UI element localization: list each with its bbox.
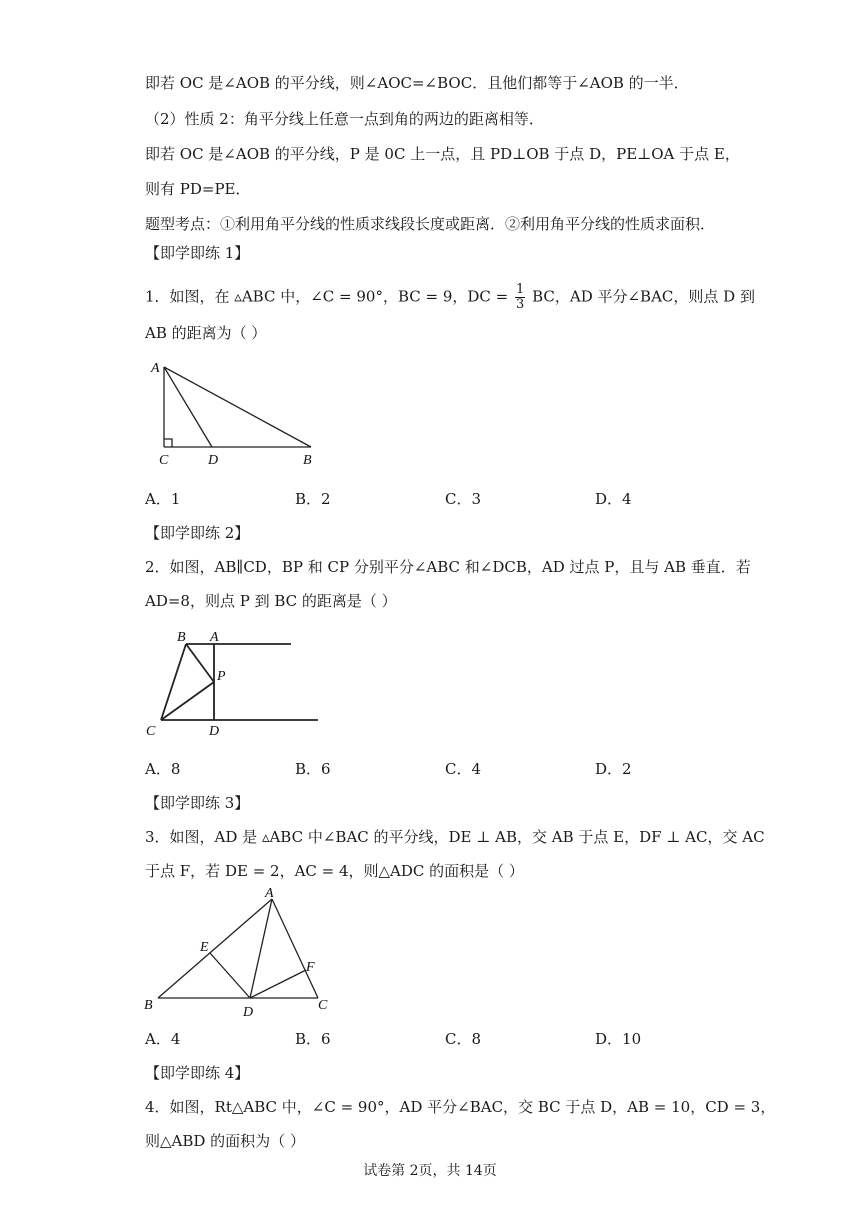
q1-header: 【即学即练 1】: [145, 244, 250, 262]
q4-header: 【即学即练 4】: [145, 1064, 250, 1082]
q2-option-b[interactable]: B．6: [295, 760, 331, 778]
fraction-denominator: 3: [516, 297, 525, 312]
q2-option-c[interactable]: C．4: [445, 760, 482, 778]
intro-line-5: 题型考点：①利用角平分线的性质求线段长度或距离．②利用角平分线的性质求面积．: [145, 215, 716, 233]
q1-option-d[interactable]: D．4: [595, 490, 632, 508]
q2-option-a[interactable]: A．8: [145, 760, 181, 778]
q2-line-2: AD=8，则点 P 到 BC 的距离是（ ）: [145, 592, 397, 610]
q3-options: [145, 1028, 765, 1050]
q1-label-c: C: [159, 453, 169, 468]
q2-option-d[interactable]: D．2: [595, 760, 632, 778]
q2-line-1: 2．如图，AB∥CD，BP 和 CP 分别平分∠ABC 和∠DCB，AD 过点 P，且与 AB 垂直．若: [145, 558, 751, 576]
q1-option-a[interactable]: A．1: [145, 490, 181, 508]
q1-line-1b: BC，AD 平分∠BAC，则点 D 到: [532, 287, 755, 306]
q3-label-e: E: [200, 940, 209, 955]
q2-options: [145, 758, 765, 780]
q2-header: 【即学即练 2】: [145, 524, 250, 542]
intro-line-4: 则有 PD=PE．: [145, 180, 251, 198]
q3-label-f: F: [306, 960, 315, 975]
q2-label-a: A: [210, 630, 219, 645]
q1-label-a: A: [151, 361, 160, 376]
q2-label-c: C: [146, 724, 156, 739]
q1-options: [145, 488, 765, 510]
fraction-numerator: 1: [516, 282, 525, 297]
page-footer: 试卷第 2页，共 14页: [363, 1163, 497, 1179]
q3-header: 【即学即练 3】: [145, 794, 250, 812]
intro-line-3: 即若 OC 是∠AOB 的平分线，P 是 0C 上一点，且 PD⊥OB 于点 D，PE⊥OA 于点 E，: [145, 145, 740, 163]
q1-option-b[interactable]: B．2: [295, 490, 331, 508]
q3-label-b: B: [144, 998, 153, 1013]
q4-line-1: 4．如图，Rt△ABC 中，∠C = 90°，AD 平分∠BAC，交 BC 于点 D，AB = 10，CD = 3，: [145, 1098, 776, 1116]
q3-option-c[interactable]: C．8: [445, 1030, 482, 1048]
q1-line-1a: 1．如图，在 ▵ABC 中，∠C = 90°，BC = 9，DC =: [145, 287, 509, 306]
q4-line-2: 则△ABD 的面积为（ ）: [145, 1132, 305, 1150]
intro-line-2: （2）性质 2：角平分线上任意一点到角的两边的距离相等．: [145, 110, 544, 128]
intro-line-1: 即若 OC 是∠AOB 的平分线，则∠AOC=∠BOC．且他们都等于∠AOB 的一半．: [145, 74, 689, 92]
q3-triangle-figure: [140, 885, 345, 1020]
q3-label-d: D: [243, 1005, 254, 1020]
q3-line-1: 3．如图，AD 是 ▵ABC 中∠BAC 的平分线，DE ⊥ AB，交 AB 于点 E，DF ⊥ AC，交 AC: [145, 828, 765, 846]
q3-label-c: C: [318, 998, 328, 1013]
q1-fraction: [515, 283, 525, 312]
q1-label-d: D: [208, 453, 219, 468]
q1-triangle-figure: [145, 355, 325, 470]
q3-option-b[interactable]: B．6: [295, 1030, 331, 1048]
q2-label-p: P: [217, 669, 226, 684]
q3-label-a: A: [265, 886, 274, 901]
q2-parallel-figure: [145, 625, 330, 740]
q3-line-2: 于点 F，若 DE = 2，AC = 4，则△ADC 的面积是（ ）: [145, 862, 524, 880]
q1-line-1: [145, 283, 755, 312]
q1-option-c[interactable]: C．3: [445, 490, 482, 508]
q2-label-d: D: [209, 724, 220, 739]
q1-line-2: AB 的距离为（ ）: [145, 324, 267, 342]
q1-label-b: B: [303, 453, 312, 468]
q3-option-d[interactable]: D．10: [595, 1030, 642, 1048]
q2-label-b: B: [177, 630, 186, 645]
q3-option-a[interactable]: A．4: [145, 1030, 181, 1048]
